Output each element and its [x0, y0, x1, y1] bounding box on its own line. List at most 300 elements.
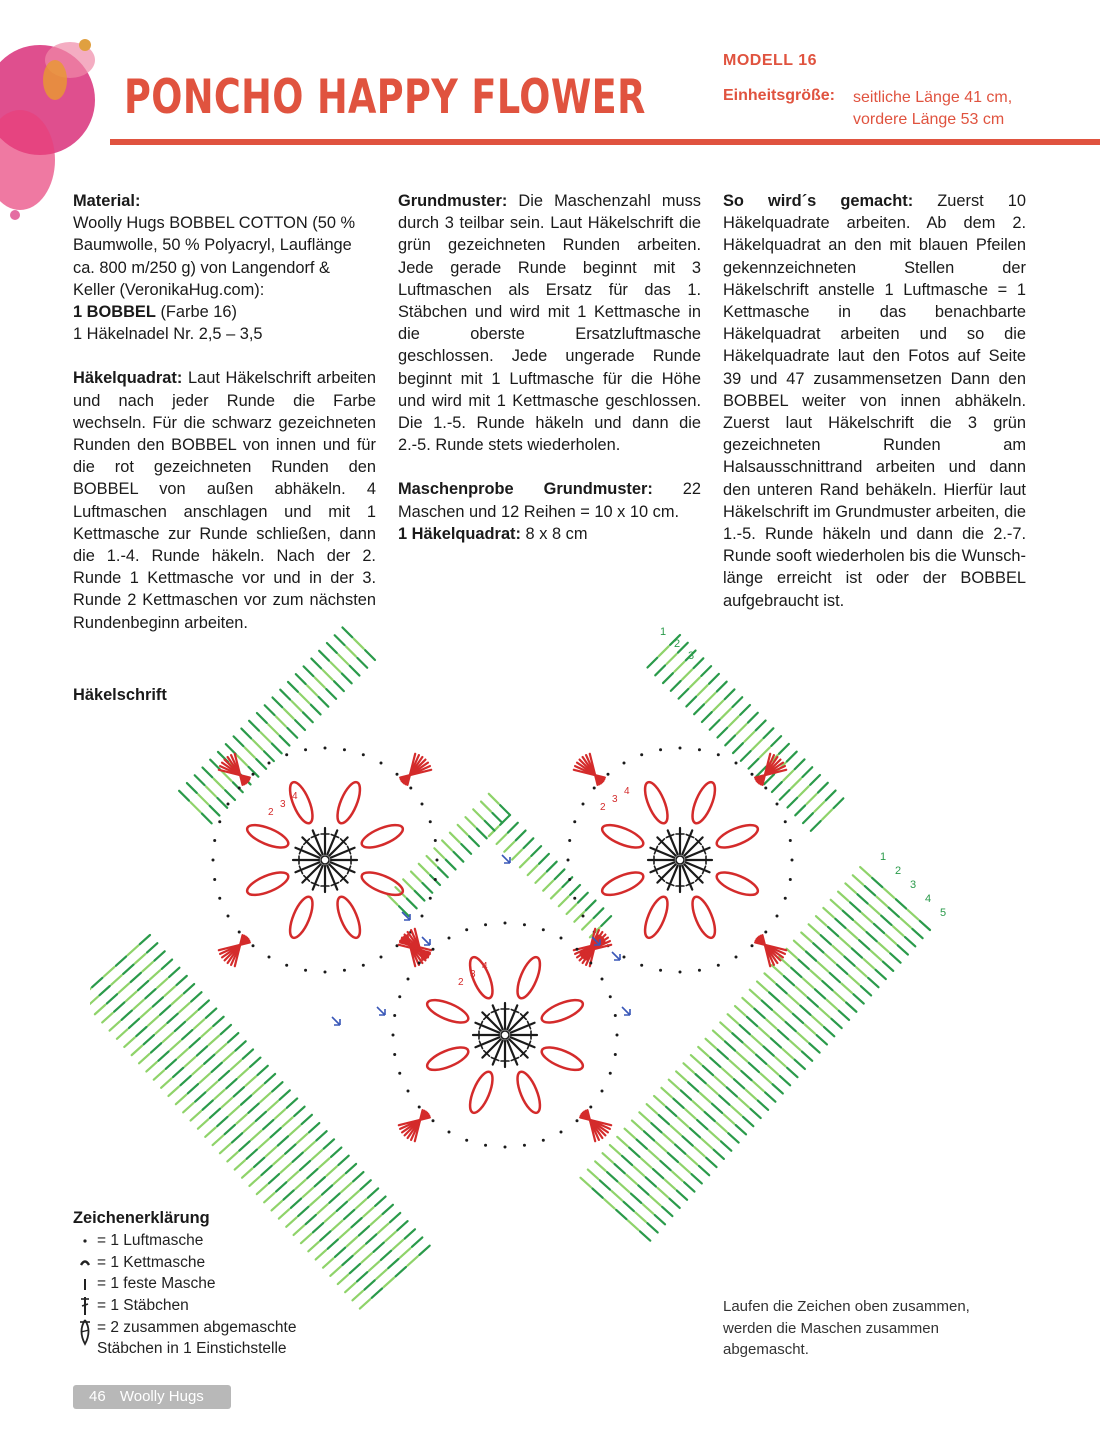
- chart-stitch: [759, 1027, 769, 1036]
- chart-stitch: [283, 1190, 293, 1199]
- chart-stitch: [638, 1185, 648, 1194]
- chart-stitch: [703, 1066, 713, 1075]
- chart-stitch: [871, 951, 881, 960]
- size-line-2: vordere Länge 53 cm: [853, 111, 1005, 128]
- chart-stitch: [690, 677, 700, 687]
- chart-chain: [735, 955, 738, 958]
- chart-stitch: [743, 1117, 753, 1126]
- chart-chain: [568, 878, 571, 881]
- chart-stitch: [779, 744, 789, 754]
- chart-ring: [676, 856, 684, 864]
- chart-petal: [539, 995, 586, 1027]
- chart-stitch: [195, 775, 205, 785]
- chart-stitch: [687, 1155, 697, 1164]
- chart-stitch: [176, 1095, 186, 1104]
- chart-stitch: [195, 1092, 205, 1101]
- chart-stitch: [110, 1021, 120, 1030]
- legend: [73, 1209, 373, 1360]
- join-arrow-icon: [612, 952, 620, 960]
- chart-stitch: [710, 720, 720, 730]
- column-instructions: [723, 190, 1026, 634]
- chart-chain: [784, 897, 787, 900]
- chart-stitch: [831, 1019, 841, 1028]
- chart-stitch: [675, 1144, 685, 1153]
- chart-stitch: [249, 721, 259, 731]
- chart-stitch: [816, 916, 826, 925]
- chart-stitch: [734, 1079, 744, 1088]
- chart-stitch: [750, 990, 760, 999]
- chart-stitch: [304, 666, 314, 676]
- square-text: Laut Häkelschrift arbeiten und nach jeder Runde die Farbe wechseln. Für die schwarz gezeichneten Runden den BOBBEL von innen und für die rot gezeichneten Runden den BOBBEL von außen abhäkeln. 4 Luftmaschen anschlagen und mit 1 Kettmasche zur Runde schließen, dann die 1.-4. Runde häkeln. Nach der 2. Runde 1 Kettmasche vor und in der 3. Runde 2 Kettmaschen vor zum nächsten Rundenbeginn arbeiten.: [73, 369, 377, 632]
- chart-stitch: [388, 1259, 398, 1268]
- chart-stitch: [683, 1063, 693, 1072]
- chart-chain: [789, 878, 792, 881]
- chart-stitch: [631, 1194, 641, 1203]
- square-label: Häkelquadrat:: [73, 369, 183, 388]
- chart-stitch: [604, 1199, 614, 1208]
- chart-stitch: [512, 850, 522, 860]
- chart-stitch: [175, 1022, 185, 1031]
- chart-stitch: [722, 1068, 732, 1077]
- chart-chain: [392, 1034, 395, 1037]
- chart-chain: [285, 753, 288, 756]
- chart-stitch: [299, 693, 309, 703]
- chart-stitch: [551, 889, 561, 899]
- chart-chain: [640, 964, 643, 967]
- chart-stitch: [102, 1013, 112, 1022]
- chart-stitch: [695, 1074, 705, 1083]
- chart-stitch: [629, 1148, 639, 1157]
- chart-stitch: [570, 885, 580, 895]
- chart-chain: [324, 971, 327, 974]
- chart-stitch: [99, 986, 109, 995]
- chart-stitch: [225, 790, 235, 800]
- chart-chain: [609, 995, 612, 998]
- chart-stitch: [520, 857, 530, 867]
- chart-stitch: [261, 1166, 271, 1175]
- chart-chain: [285, 964, 288, 967]
- chart-stitch: [719, 1095, 729, 1104]
- chart-chain: [252, 773, 255, 776]
- chart-stitch: [705, 693, 715, 703]
- page-title: PONCHO HAPPY FLOWER: [124, 70, 646, 125]
- chart-stitch: [206, 787, 216, 797]
- chart-stitch: [260, 732, 270, 742]
- chart-stitch: [272, 1082, 282, 1091]
- chart-stitch: [578, 893, 588, 903]
- chart-stitch: [676, 1071, 686, 1080]
- chart-stitch: [815, 989, 825, 998]
- chart-stitch: [610, 1145, 620, 1154]
- size-value: [853, 87, 1012, 131]
- chart-stitch: [684, 1182, 694, 1191]
- chart-stitch: [385, 1232, 395, 1241]
- chart-stitch: [302, 1115, 312, 1124]
- chart-stitch: [893, 926, 903, 935]
- chart-stitch: [234, 736, 244, 746]
- chart-stitch: [222, 1098, 232, 1107]
- chart-stitch: [717, 728, 727, 738]
- chart-stitch: [839, 1011, 849, 1020]
- chart-stitch: [753, 1082, 763, 1091]
- chart-chain: [600, 1090, 603, 1093]
- chart-stitch: [580, 1178, 590, 1187]
- chart-stitch: [663, 1134, 673, 1143]
- chart-stitch: [588, 1170, 598, 1179]
- chart-stitch: [727, 1087, 737, 1096]
- chart-stitch: [559, 896, 569, 906]
- chart-stitch: [716, 1122, 726, 1131]
- pattern-text: Die Maschenzahl muss durch 3 teilbar sein. Laut Häkelschrift die grün gezeichneten Runden arbeiten. Jede gerade Runde beginnt mit 3 Luftmaschen als Ersatz für das 1. Stäbchen und wird mit 1 Kettmasche in die oberste Ersatzluftmasche geschlossen. Jede ungerade Runde beginnt mit 1 Luftmasche für die Höhe und wird mit 1 Kettmasche geschlossen. Die 1.-5. Runde häkeln und dann die 2.-5. Runde stets wiederholen.: [398, 192, 702, 455]
- chart-stitch: [738, 1098, 748, 1107]
- chart-petal: [513, 954, 545, 1001]
- chart-stitch: [843, 911, 853, 920]
- chart-stitch: [684, 864, 702, 882]
- chart-stitch: [516, 831, 526, 841]
- chart-stitch: [742, 998, 752, 1007]
- chart-stitch: [227, 1152, 237, 1161]
- chart-stitch: [787, 949, 797, 958]
- chart-chain: [589, 1105, 592, 1108]
- chart-stitch: [204, 1055, 214, 1064]
- chart-stitch: [198, 1119, 208, 1128]
- chart-stitch: [824, 1027, 834, 1036]
- chart-stitch: [312, 1150, 322, 1159]
- chart-stitch: [803, 978, 813, 987]
- chart-stitch: [469, 836, 479, 846]
- chart-stitch: [776, 984, 786, 993]
- chart-stitch: [713, 701, 723, 711]
- chart-stitch: [197, 1046, 207, 1055]
- chart-petal: [333, 894, 365, 941]
- chart-stitch: [90, 989, 91, 998]
- chart-chain: [465, 928, 468, 931]
- chart-stitch: [826, 791, 836, 801]
- chart-stitch: [868, 978, 878, 987]
- chart-stitch: [809, 924, 819, 933]
- chart-stitch: [372, 1288, 382, 1297]
- chart-stitch: [184, 984, 194, 993]
- chart-chain: [623, 762, 626, 765]
- chart-stitch: [189, 1038, 199, 1047]
- chart-chain: [575, 948, 578, 951]
- chart-stitch: [256, 759, 266, 769]
- chart-stitch: [866, 932, 876, 941]
- chart-stitch: [818, 962, 828, 971]
- chart-stitch: [700, 1093, 710, 1102]
- chart-stitch: [677, 1190, 687, 1199]
- chart-stitch: [226, 744, 236, 754]
- chart-stitch: [231, 1060, 241, 1069]
- round-number: 2: [458, 977, 464, 988]
- chart-stitch: [669, 1199, 679, 1208]
- chart-chain: [238, 787, 241, 790]
- chart-stitch: [176, 976, 186, 985]
- chart-stitch: [691, 1174, 701, 1183]
- column-pattern: [398, 190, 701, 567]
- chart-stitch: [657, 864, 675, 882]
- chart-stitch: [831, 900, 841, 909]
- chart-stitch: [648, 1150, 658, 1159]
- chart-stitch: [482, 1012, 500, 1030]
- chart-stitch: [245, 1076, 255, 1085]
- chart-chain: [698, 969, 701, 972]
- chart-chain: [717, 753, 720, 756]
- chart-stitch: [296, 674, 306, 684]
- chart-stitch: [555, 869, 565, 879]
- chart-stitch: [280, 690, 290, 700]
- chart-stitch: [226, 1079, 236, 1088]
- chart-stitch: [131, 973, 141, 982]
- chart-stitch: [731, 1106, 741, 1115]
- chart-stitch: [273, 1155, 283, 1164]
- chart-stitch: [504, 842, 514, 852]
- chart-stitch: [793, 1014, 803, 1023]
- chart-chain: [398, 1072, 401, 1075]
- square-size-label: 1 Häkelquadrat:: [398, 524, 521, 543]
- chart-stitch: [830, 973, 840, 982]
- chart-stitch: [202, 767, 212, 777]
- chart-stitch: [788, 995, 798, 1004]
- chart-stitch: [360, 1180, 370, 1189]
- chart-stitch: [729, 1060, 739, 1069]
- chart-stitch: [794, 941, 804, 950]
- chart-stitch: [309, 1123, 319, 1132]
- chart-stitch: [287, 728, 297, 738]
- chart-stitch: [297, 1134, 307, 1143]
- chart-stitch: [477, 828, 487, 838]
- chart-stitch: [396, 1267, 406, 1276]
- chart-stitch: [133, 1000, 143, 1009]
- chart-stitch: [790, 1041, 800, 1050]
- chart-stitch: [801, 932, 811, 941]
- chart-stitch: [481, 802, 491, 812]
- chart-stitch: [302, 837, 320, 855]
- chart-stitch: [338, 1156, 348, 1165]
- chart-stitch: [682, 670, 692, 680]
- chart-stitch: [253, 740, 263, 750]
- chart-chain: [252, 944, 255, 947]
- chart-stitch: [331, 1148, 341, 1157]
- chart-stitch: [833, 798, 843, 808]
- join-arrow-icon: [502, 855, 510, 863]
- chart-stitch: [787, 798, 797, 808]
- chart-petal: [714, 868, 761, 900]
- chart-stitch: [795, 759, 805, 769]
- chart-stitch: [153, 997, 163, 1006]
- chart-stitch: [802, 1051, 812, 1060]
- chart-stitch: [264, 751, 274, 761]
- chart-stitch: [619, 1183, 629, 1192]
- chart-stitch: [178, 1049, 188, 1058]
- chart-chain: [432, 1119, 435, 1122]
- chart-chain: [212, 859, 215, 862]
- chart-stitch: [694, 704, 704, 714]
- chart-stitch: [684, 837, 702, 855]
- how-label: So wird´s gemacht:: [723, 192, 914, 210]
- chart-stitch: [756, 1055, 766, 1064]
- chart-stitch: [292, 1153, 302, 1162]
- chart-stitch: [729, 716, 739, 726]
- chart-stitch: [207, 1082, 217, 1091]
- chart-stitch: [403, 879, 413, 889]
- chart-stitch: [798, 960, 808, 969]
- round-number: 2: [600, 802, 606, 813]
- chart-chain: [659, 748, 662, 751]
- chart-stitch: [878, 943, 888, 952]
- chart-stitch: [162, 960, 172, 969]
- chart-petal: [539, 1043, 586, 1075]
- chart-stitch: [847, 929, 857, 938]
- chart-chain: [484, 923, 487, 926]
- chart-stitch: [680, 1163, 690, 1172]
- chart-stitch: [508, 823, 518, 833]
- chart-stitch: [382, 1205, 392, 1214]
- chart-stitch: [783, 1049, 793, 1058]
- chart-stitch: [643, 1204, 653, 1213]
- chart-stitch: [757, 982, 767, 991]
- chart-stitch: [783, 771, 793, 781]
- chart-stitch: [845, 883, 855, 892]
- chart-stitch: [632, 1121, 642, 1130]
- chart-stitch: [763, 728, 773, 738]
- chart-stitch: [883, 962, 893, 971]
- chart-stitch: [307, 1169, 317, 1178]
- chart-chain: [582, 803, 585, 806]
- chart-stitch: [167, 1014, 177, 1023]
- chart-stitch: [217, 798, 227, 808]
- chart-stitch: [656, 1142, 666, 1151]
- chart-stitch: [250, 1058, 260, 1067]
- chart-stitch: [172, 995, 182, 1004]
- chart-stitch: [243, 1049, 253, 1058]
- chart-petal: [359, 868, 406, 900]
- chart-stitch: [869, 905, 879, 914]
- chart-stitch: [330, 662, 340, 672]
- chart-stitch: [528, 865, 538, 875]
- chart-stitch: [736, 1125, 746, 1134]
- chart-chain: [542, 928, 545, 931]
- chart-stitch: [500, 805, 510, 815]
- gauge-label: Maschenprobe Grundmuster:: [398, 480, 653, 499]
- chart-stitch: [295, 1180, 305, 1189]
- chart-stitch: [169, 968, 179, 977]
- join-arrow-icon: [332, 1017, 340, 1025]
- chart-stitch: [319, 651, 329, 661]
- chart-stitch: [682, 1136, 692, 1145]
- chart-stitch: [300, 1161, 310, 1170]
- chart-chain: [213, 839, 216, 842]
- chart-chain: [432, 948, 435, 951]
- chart-stitch: [535, 873, 545, 883]
- chart-stitch: [249, 1177, 259, 1186]
- chart-stitch: [318, 697, 328, 707]
- chart-petal: [688, 779, 720, 826]
- chart-chain: [607, 773, 610, 776]
- chart-stitch: [741, 751, 751, 761]
- chart-stitch: [671, 681, 681, 691]
- chart-stitch: [665, 1180, 675, 1189]
- chart-stitch: [126, 992, 136, 1001]
- chart-stitch: [654, 1096, 664, 1105]
- chart-stitch: [191, 992, 201, 1001]
- chart-stitch: [626, 1175, 636, 1184]
- chart-stitch: [828, 927, 838, 936]
- chart-stitch: [744, 1044, 754, 1053]
- chart-stitch: [592, 1188, 602, 1197]
- chart-stitch: [388, 895, 398, 905]
- chart-chain: [380, 955, 383, 958]
- chart-chain: [409, 787, 412, 790]
- chart-chain: [679, 747, 682, 750]
- chart-stitch: [397, 1221, 407, 1230]
- chart-stitch: [795, 805, 805, 815]
- chart-stitch: [316, 1131, 326, 1140]
- chart-stitch: [258, 1139, 268, 1148]
- chart-petal: [285, 894, 317, 941]
- chart-stitch: [780, 1076, 790, 1085]
- dot-icon: [73, 1230, 97, 1250]
- chart-stitch: [202, 1100, 212, 1109]
- chart-petal: [599, 868, 646, 900]
- chart-stitch: [324, 1139, 334, 1148]
- chart-petal: [688, 894, 720, 941]
- chart-stitch: [292, 701, 302, 711]
- chart-stitch: [341, 1183, 351, 1192]
- chart-stitch: [819, 1008, 829, 1017]
- chart-stitch: [768, 1065, 778, 1074]
- join-arrow-icon: [622, 1007, 630, 1015]
- chart-stitch: [214, 779, 224, 789]
- join-arrow-icon: [422, 937, 430, 945]
- chart-chain: [434, 878, 437, 881]
- chart-stitch: [235, 1160, 245, 1169]
- chart-stitch: [302, 864, 320, 882]
- chart-stitch: [254, 1158, 264, 1167]
- chart-stitch: [623, 1202, 633, 1211]
- chart-stitch: [95, 1005, 105, 1014]
- chart-stitch: [90, 997, 98, 1006]
- gauge-text: 22 Maschen und 12 Reihen = 10 x 10 cm.: [398, 480, 701, 521]
- pattern-label: Grundmuster:: [398, 192, 508, 210]
- chart-chain: [448, 937, 451, 940]
- chart-stitch: [229, 1106, 239, 1115]
- chart-stitch: [634, 1166, 644, 1175]
- round-number: 3: [612, 794, 618, 805]
- chart-stitch: [772, 965, 782, 974]
- legend-item: = 2 zusammen abgemaschte Stäbchen in 1 Einstichstelle: [73, 1317, 373, 1360]
- chart-stitch: [806, 951, 816, 960]
- chart-stitch: [872, 878, 882, 887]
- chart-stitch: [280, 736, 290, 746]
- chart-chain: [304, 969, 307, 972]
- chart-stitch: [637, 1139, 647, 1148]
- chart-stitch: [461, 844, 471, 854]
- row-number: 3: [688, 650, 695, 662]
- chart-chain: [614, 1053, 617, 1056]
- chart-chain: [600, 978, 603, 981]
- chart-stitch: [350, 666, 360, 676]
- chart-chain: [268, 762, 271, 765]
- chart-stitch: [685, 1109, 695, 1118]
- chart-stitch: [384, 1278, 394, 1287]
- chart-stitch: [724, 1114, 734, 1123]
- chart-chain: [764, 930, 767, 933]
- chart-stitch: [864, 959, 874, 968]
- chart-stitch: [670, 1126, 680, 1135]
- chart-stitch: [322, 1185, 332, 1194]
- cross-bar-icon: [73, 1295, 97, 1317]
